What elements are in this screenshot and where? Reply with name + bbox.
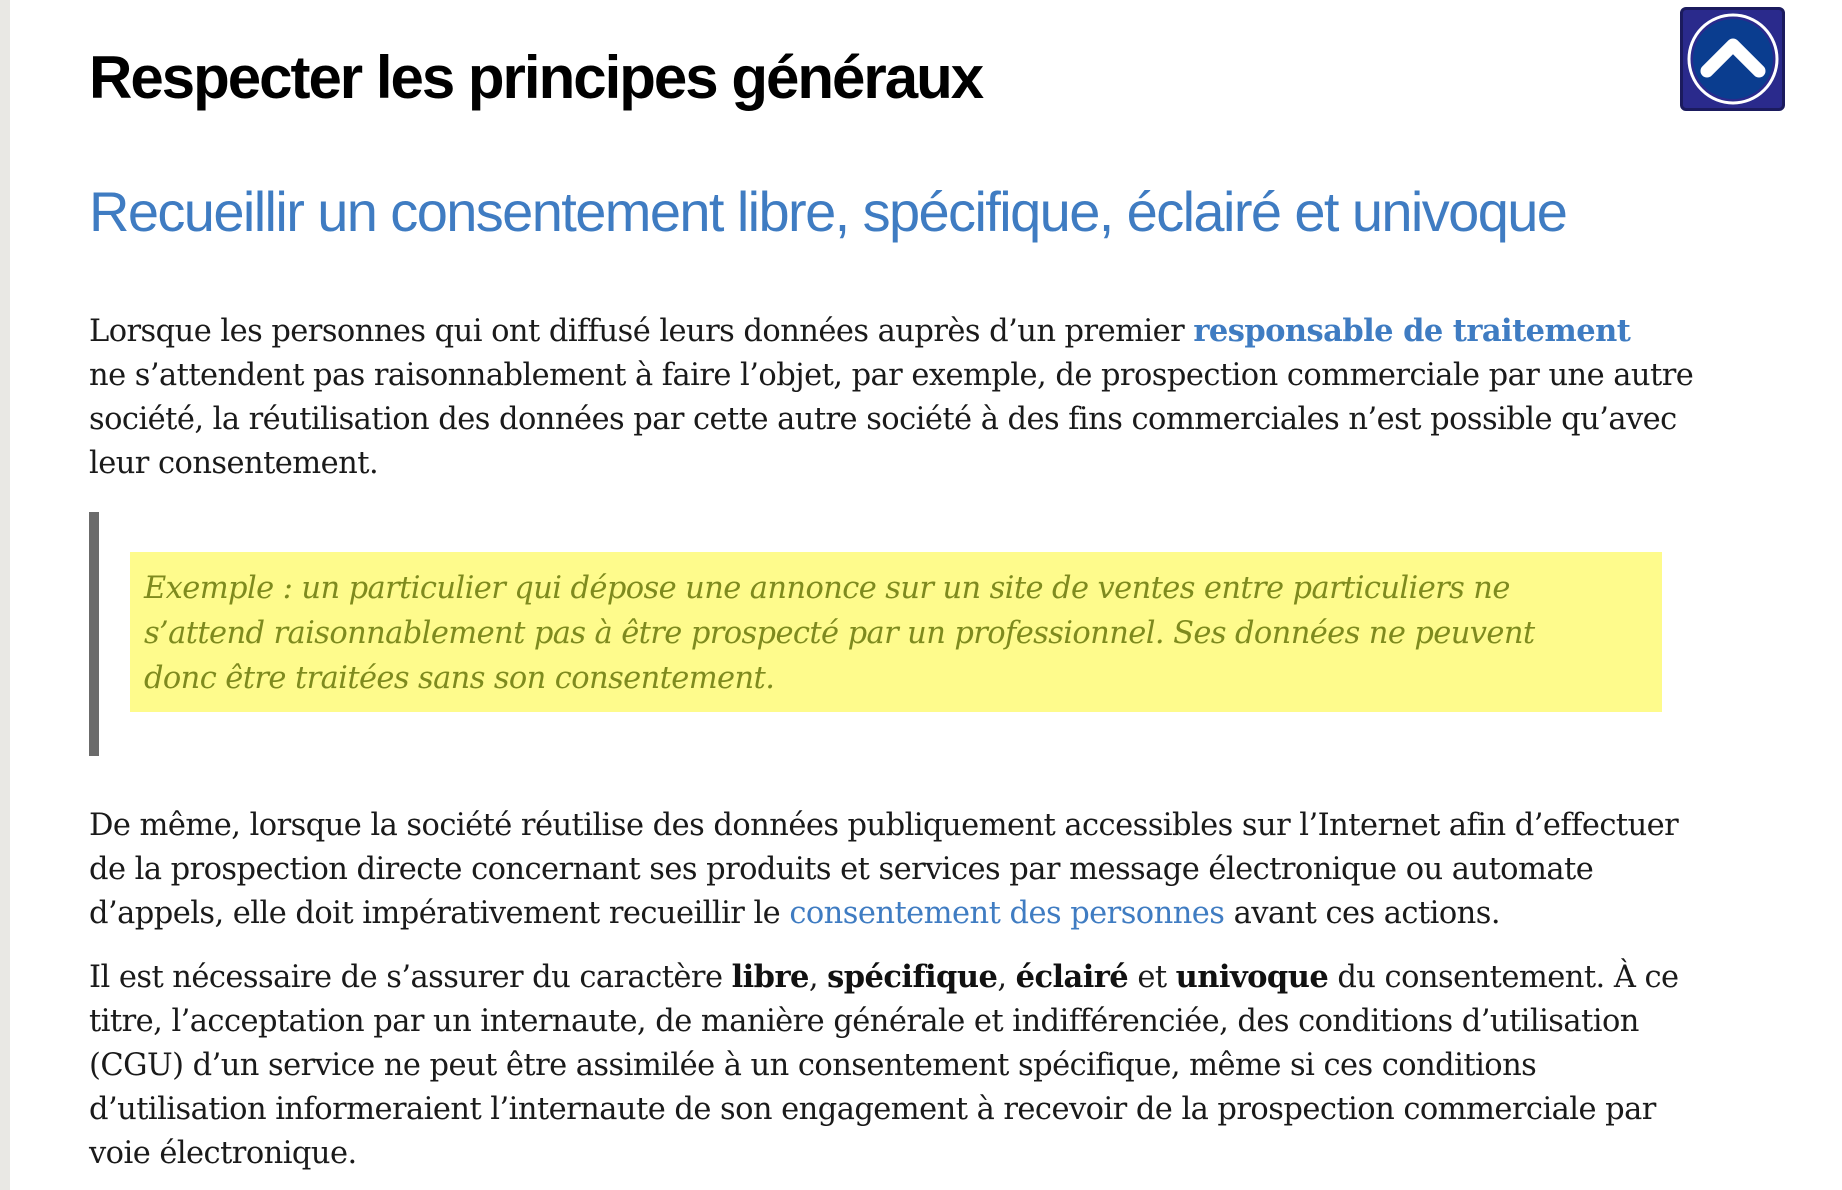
- paragraph-text: du consentement. À ce: [1328, 960, 1679, 995]
- page-left-border: [0, 0, 10, 1190]
- paragraph-line: De même, lorsque la société réutilise des données publiquement accessibles sur l’Internet afin d’effectuer: [89, 808, 1679, 843]
- chevron-up-icon: [1685, 11, 1781, 107]
- paragraph-text: d’appels, elle doit impérativement recueillir le: [89, 896, 790, 931]
- blockquote-bar: [89, 512, 99, 756]
- paragraph-line: de la prospection directe concernant ses produits et services par message électronique ou automate: [89, 852, 1594, 887]
- section-title: Recueillir un consentement libre, spécifique, éclairé et univoque: [89, 180, 1567, 243]
- paragraph-line: [89, 892, 1678, 936]
- example-line: donc être traitées sans son consentement.: [144, 661, 775, 696]
- separator: et: [1128, 960, 1176, 995]
- paragraph-text: Lorsque les personnes qui ont diffusé leurs données auprès d’un premier: [89, 314, 1194, 349]
- paragraph-line: d’utilisation informeraient l’internaute de son engagement à recevoir de la prospection commerciale par: [89, 1092, 1656, 1127]
- example-highlight-box: [130, 552, 1662, 712]
- paragraph-line: [89, 955, 1679, 1000]
- bold-eclaire: éclairé: [1015, 959, 1129, 995]
- consentement-des-personnes-link[interactable]: consentement des personnes: [789, 896, 1225, 931]
- responsable-de-traitement-link[interactable]: responsable de traitement: [1193, 313, 1631, 349]
- separator: ,: [997, 960, 1016, 995]
- bold-specifique: spécifique: [827, 959, 998, 995]
- paragraph-text: avant ces actions.: [1224, 896, 1500, 931]
- paragraph-intro: [89, 309, 1693, 486]
- paragraph-line: [89, 309, 1693, 354]
- paragraph-consent-criteria: [89, 955, 1679, 1176]
- bold-libre: libre: [731, 959, 809, 995]
- paragraph-text: Il est nécessaire de s’assurer du caractère: [89, 960, 732, 995]
- back-to-top-button[interactable]: [1680, 7, 1785, 111]
- paragraph-reuse: [89, 804, 1678, 936]
- paragraph-line: leur consentement.: [89, 446, 379, 481]
- separator: ,: [808, 960, 828, 995]
- paragraph-line: voie électronique.: [89, 1136, 357, 1171]
- page-title: Respecter les principes généraux: [89, 44, 983, 111]
- paragraph-line: ne s’attendent pas raisonnablement à faire l’objet, par exemple, de prospection commerciale par une autre: [89, 358, 1694, 393]
- paragraph-line: (CGU) d’un service ne peut être assimilée à un consentement spécifique, même si ces conditions: [89, 1048, 1537, 1083]
- example-text: [144, 566, 1535, 701]
- example-line: s’attend raisonnablement pas à être prospecté par un professionnel. Ses données ne peuvent: [144, 616, 1535, 651]
- paragraph-line: société, la réutilisation des données par cette autre société à des fins commerciales n’est possible qu’avec: [89, 402, 1677, 437]
- example-line: Exemple : un particulier qui dépose une annonce sur un site de ventes entre particuliers ne: [144, 571, 1510, 606]
- bold-univoque: univoque: [1175, 959, 1329, 995]
- paragraph-line: titre, l’acceptation par un internaute, de manière générale et indifférenciée, des conditions d’utilisation: [89, 1004, 1639, 1039]
